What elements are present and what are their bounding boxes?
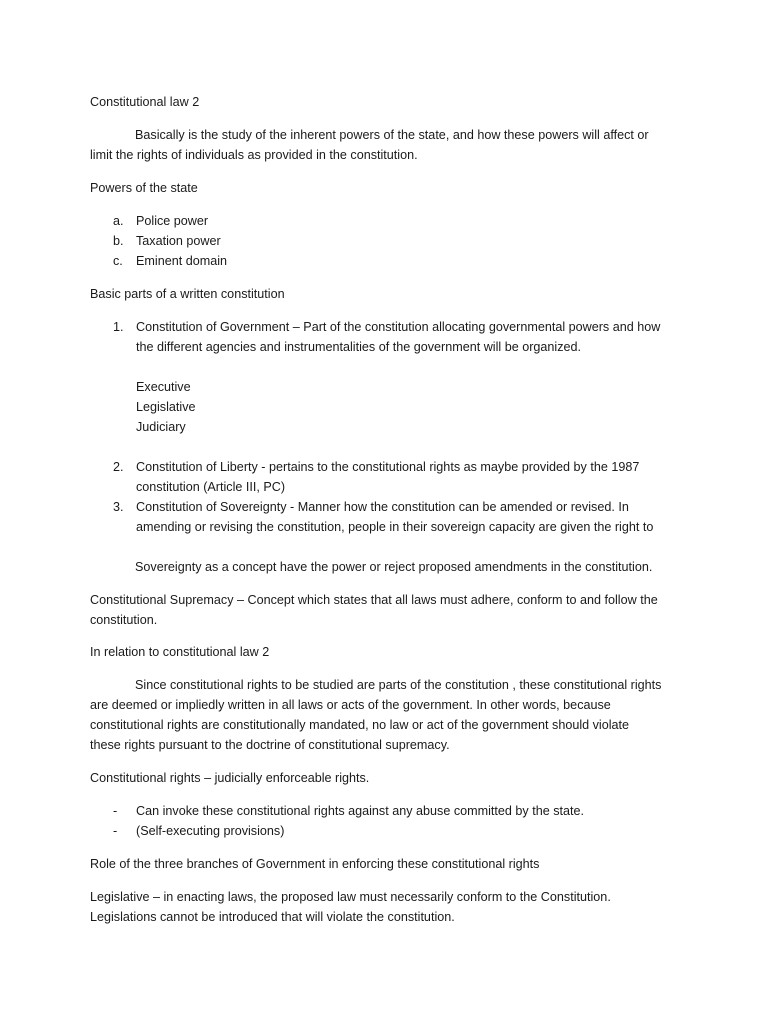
part3-line-1: Constitution of Sovereignty - Manner how the constitution can be amended or revised. In: [136, 500, 629, 514]
part2-line-1: Constitution of Liberty - pertains to the constitutional rights as maybe provided by the 1987: [136, 460, 640, 474]
intro-line-2: limit the rights of individuals as provided in the constitution.: [90, 148, 418, 162]
list-marker: b.: [113, 234, 124, 248]
powers-heading: Powers of the state: [90, 181, 198, 195]
branch-executive: Executive: [136, 380, 191, 394]
list-marker: a.: [113, 214, 124, 228]
list-marker: 2.: [113, 460, 124, 474]
intro-line-1: Basically is the study of the inherent powers of the state, and how these powers will affect or: [135, 128, 649, 142]
page-title: Constitutional law 2: [90, 95, 200, 109]
rights-heading: Constitutional rights – judicially enforceable rights.: [90, 771, 370, 785]
list-item: Can invoke these constitutional rights against any abuse committed by the state.: [136, 804, 585, 818]
relation-line-2: are deemed or impliedly written in all laws or acts of the government. In other words, because: [90, 698, 611, 712]
list-marker: -: [113, 804, 118, 818]
legislative-line-2: Legislations cannot be introduced that will violate the constitution.: [90, 910, 455, 924]
list-item: (Self-executing provisions): [136, 824, 285, 838]
sovereignty-note: Sovereignty as a concept have the power or reject proposed amendments in the constitution.: [135, 560, 653, 574]
list-marker: 3.: [113, 500, 124, 514]
parts-heading: Basic parts of a written constitution: [90, 287, 285, 301]
part1-line-2: the different agencies and instrumentalities of the government will be organized.: [136, 340, 582, 354]
relation-line-4: these rights pursuant to the doctrine of constitutional supremacy.: [90, 738, 450, 752]
relation-heading: In relation to constitutional law 2: [90, 645, 270, 659]
branch-judiciary: Judiciary: [136, 420, 186, 434]
list-item: Taxation power: [136, 234, 221, 248]
role-heading: Role of the three branches of Government in enforcing these constitutional rights: [90, 857, 540, 871]
legislative-line-1: Legislative – in enacting laws, the proposed law must necessarily conform to the Constitution.: [90, 890, 611, 904]
relation-line-1: Since constitutional rights to be studied are parts of the constitution , these constitutional rights: [135, 678, 662, 692]
list-marker: -: [113, 824, 118, 838]
list-item: Police power: [136, 214, 209, 228]
list-item: Eminent domain: [136, 254, 228, 268]
list-marker: c.: [113, 254, 123, 268]
supremacy-line-1: Constitutional Supremacy – Concept which states that all laws must adhere, conform to and follow the: [90, 593, 658, 607]
list-marker: 1.: [113, 320, 124, 334]
part2-line-2: constitution (Article III, PC): [136, 480, 286, 494]
part1-line-1: Constitution of Government – Part of the constitution allocating governmental powers and how: [136, 320, 661, 334]
part3-line-2: amending or revising the constitution, people in their sovereign capacity are given the right to: [136, 520, 654, 534]
supremacy-line-2: constitution.: [90, 613, 158, 627]
relation-line-3: constitutional rights are constitutionally mandated, no law or act of the government should violate: [90, 718, 630, 732]
branch-legislative: Legislative: [136, 400, 196, 414]
